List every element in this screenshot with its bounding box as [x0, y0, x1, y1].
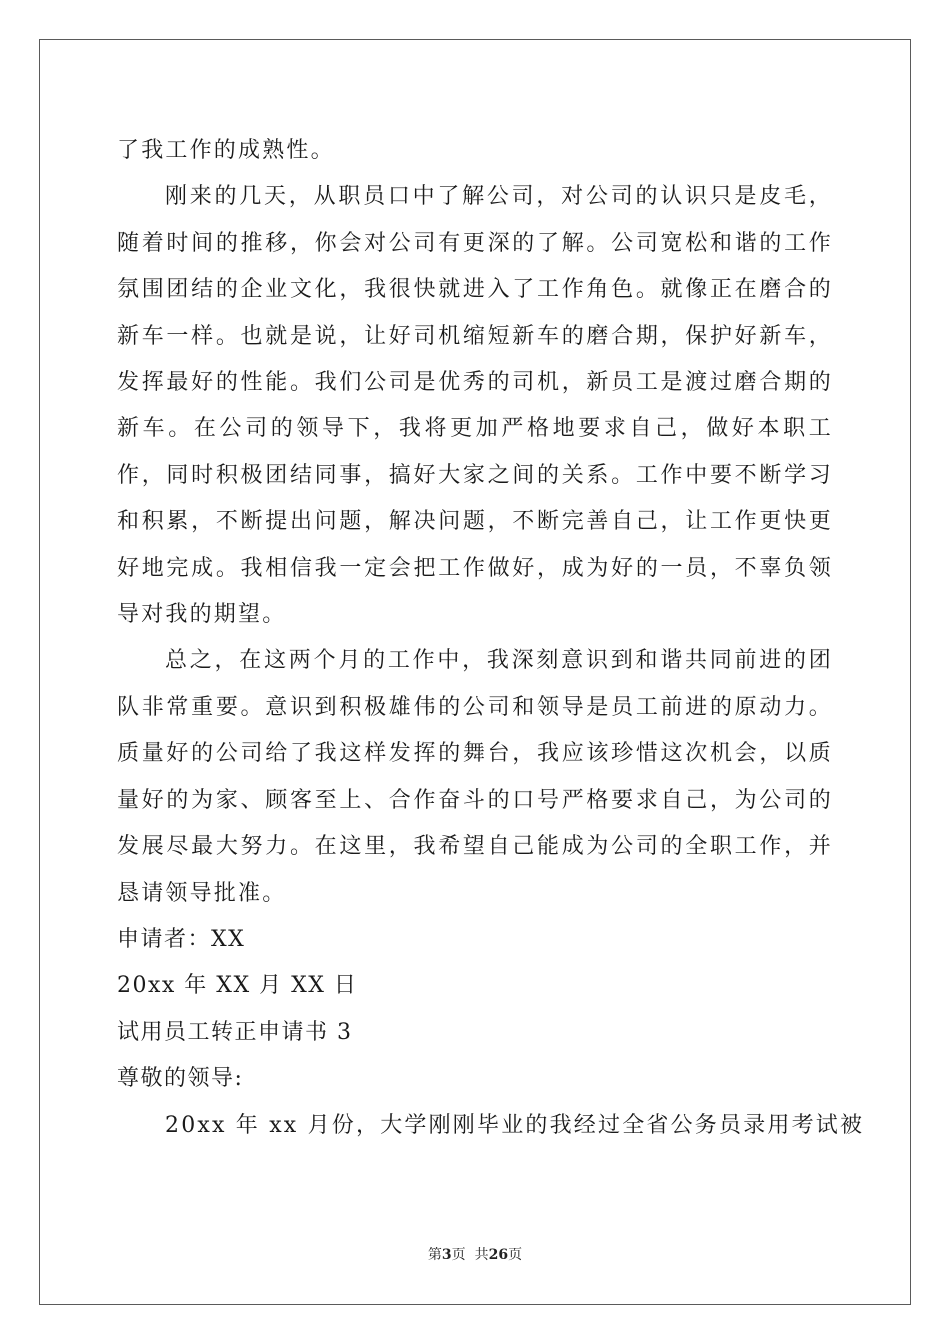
applicant-line: 申请者：XX	[117, 926, 246, 952]
page-footer	[0, 1244, 950, 1264]
footer-prefix: 第	[427, 1247, 442, 1263]
paragraph: 总之，在这两个月的工作中，我深刻意识到和谐共同前进的团队非常重要。意识到积极雄伟的公司和领导是员工前进的原动力。质量好的公司给了我这样发挥的舞台，我应该珍惜这次机会，以质量好的为家、顾客至上、合作奋斗的口号严格要求自己，为公司的发展尽最大努力。在这里，我希望自己能成为公司的全职工作，并恳请领导批准。	[117, 648, 833, 906]
paragraph: 了我工作的成熟性。	[117, 138, 335, 163]
current-page-number: 3	[441, 1247, 452, 1263]
section-title: 试用员工转正申请书 3	[117, 1019, 353, 1045]
salutation: 尊敬的领导:	[117, 1066, 244, 1092]
date-line: 20xx 年 XX 月 XX 日	[117, 973, 358, 999]
footer-mid: 页 共	[451, 1247, 489, 1263]
footer-suffix: 页	[508, 1247, 523, 1263]
document-body	[117, 128, 865, 1149]
total-page-number: 26	[488, 1247, 509, 1263]
paragraph: 20xx 年 xx 月份，大学刚刚毕业的我经过全省公务员录用考试被	[165, 1112, 865, 1138]
paragraph: 刚来的几天，从职员口中了解公司，对公司的认识只是皮毛，随着时间的推移，你会对公司有更深的了解。公司宽松和谐的工作氛围团结的企业文化，我很快就进入了工作角色。就像正在磨合的新车一样。也就是说，让好司机缩短新车的磨合期，保护好新车，发挥最好的性能。我们公司是优秀的司机，新员工是渡过磨合期的新车。在公司的领导下，我将更加严格地要求自己，做好本职工作，同时积极团结同事，搞好大家之间的关系。工作中要不断学习和积累，不断提出问题，解决问题，不断完善自己，让工作更快更好地完成。我相信我一定会把工作做好，成为好的一员，不辜负领导对我的期望。	[117, 184, 833, 628]
